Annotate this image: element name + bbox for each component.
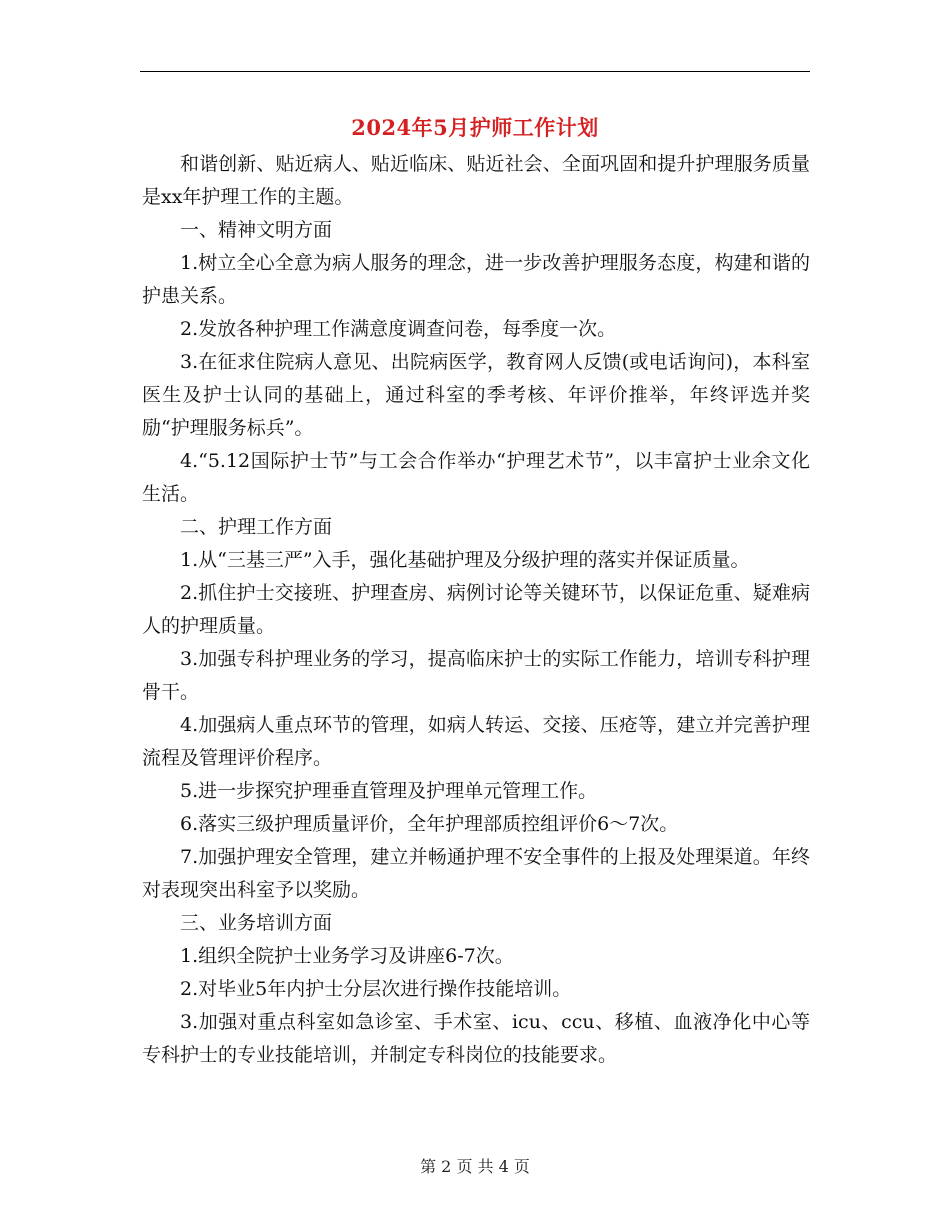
paragraph: 2.抓住护士交接班、护理查房、病例讨论等关键环节，以保证危重、疑难病人的护理质量。 (142, 582, 810, 637)
paragraph: 4.加强病人重点环节的管理，如病人转运、交接、压疮等，建立并完善护理流程及管理评价程序。 (142, 714, 810, 769)
section-heading: 一、精神文明方面 (180, 219, 333, 241)
document-title: 2024年5月护师工作计划 (351, 115, 599, 140)
paragraph: 6.落实三级护理质量评价，全年护理部质控组评价6～7次。 (180, 813, 679, 835)
paragraph: 2.对毕业5年内护士分层次进行操作技能培训。 (180, 978, 572, 1000)
paragraph: 4.“5.12国际护士节”与工会合作举办“护理艺术节”，以丰富护士业余文化生活。 (142, 450, 810, 505)
section-heading: 二、护理工作方面 (180, 516, 333, 538)
paragraph: 1.从“三基三严”入手，强化基础护理及分级护理的落实并保证质量。 (180, 549, 750, 571)
section-heading: 三、业务培训方面 (180, 912, 333, 934)
paragraph: 3.加强专科护理业务的学习，提高临床护士的实际工作能力，培训专科护理骨干。 (142, 648, 810, 703)
document-body (142, 148, 810, 1072)
paragraph: 7.加强护理安全管理，建立并畅通护理不安全事件的上报及处理渠道。年终对表现突出科室予以奖励。 (142, 846, 810, 901)
header-rule (140, 71, 810, 72)
paragraph: 2.发放各种护理工作满意度调查问卷，每季度一次。 (180, 318, 617, 340)
page-footer: 第 2 页 共 4 页 (420, 1157, 530, 1176)
paragraph: 1.组织全院护士业务学习及讲座6-7次。 (180, 945, 514, 967)
paragraph: 3.加强对重点科室如急诊室、手术室、icu、ccu、移植、血液净化中心等专科护士的专业技能培训，并制定专科岗位的技能要求。 (142, 1011, 810, 1066)
paragraph: 5.进一步探究护理垂直管理及护理单元管理工作。 (180, 780, 598, 802)
paragraph: 1.树立全心全意为病人服务的理念，进一步改善护理服务态度，构建和谐的护患关系。 (142, 252, 810, 307)
paragraph: 和谐创新、贴近病人、贴近临床、贴近社会、全面巩固和提升护理服务质量是xx年护理工作的主题。 (142, 153, 810, 208)
paragraph: 3.在征求住院病人意见、出院病医学，教育网人反馈(或电话询问)，本科室医生及护士认同的基础上，通过科室的季考核、年评价推举，年终评选并奖励“护理服务标兵”。 (142, 351, 810, 439)
